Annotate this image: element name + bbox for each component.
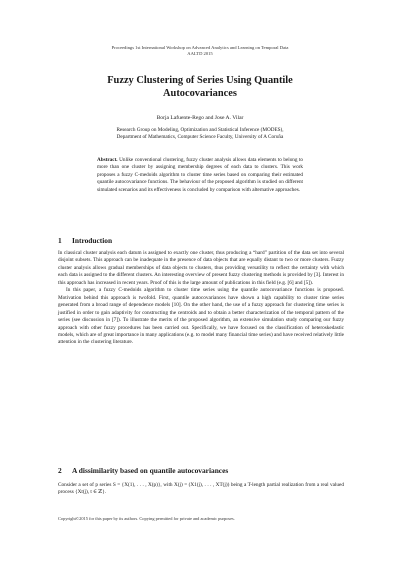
section-heading-introduction <box>58 236 348 245</box>
proceedings-header <box>40 45 360 57</box>
abstract-label: Abstract. <box>97 157 118 163</box>
section-title: Introduction <box>72 236 113 245</box>
abstract <box>97 157 303 194</box>
introduction-paragraph-1: In classical cluster analysis each datum is assigned to exactly one cluster, thus producing a “hard” partition of the data set into several disjoint subsets. This approach can be inadequate in the presence of data objects that are equally distant to two or more clusters. Fuzzy cluster analysis allows gradual memberships of data objects to clusters, thus providing versatility to reflect the certainty with which each data is assigned to the different clusters. An interesting overview of present fuzzy clustering methods is provided by [3]. Interest in this approach has increased in recent years. Proof of this is the large amount of publications in this field (e.g. [6] and [5]). <box>58 250 344 286</box>
section-heading-dissimilarity <box>58 466 348 475</box>
section-number: 2 <box>58 466 62 475</box>
proceedings-line-1: Proceedings 1st International Workshop on Advanced Analytics and Learning on Temporal Data <box>111 45 289 50</box>
introduction-body <box>58 250 344 347</box>
section-number: 1 <box>58 236 62 245</box>
proceedings-line-2: AALTD 2015 <box>187 51 213 56</box>
dissimilarity-body <box>58 482 344 497</box>
authors: Borja Lafuente-Rego and Jose A. Vilar <box>156 115 244 121</box>
paper-title <box>40 74 360 100</box>
abstract-text: Unlike conventional clustering, fuzzy cluster analysis allows data elements to belong to more than one cluster by assigning membership degrees of each data to clusters. This work proposes a fuzzy C-medoids algorithm to cluster time series based on comparing their estimated quantile autocovariance functions. The behaviour of the proposed algorithm is studied on different simulated scenarios and its effectiveness is concluded by comparison with alternative approaches. <box>97 157 304 193</box>
affiliation-line-2: Department of Mathematics, Computer Science Faculty, University of A Coruña <box>116 134 284 140</box>
affiliation <box>40 127 360 141</box>
affiliation-line-1: Research Group on Modeling, Optimization and Statistical Inference (MODES), <box>116 127 284 133</box>
introduction-paragraph-2: In this paper, a fuzzy C-medoids algorithm to cluster time series using the quantile autocovariance functions is proposed. Motivation behind this approach is twofold. First, quantile autocovariances have shown a high capability to cluster time series generated from a broad range of dependence models [10]. On the other hand, the use of a fuzzy approach for clustering time series is justified in order to gain adaptivity for constructing the centroids and to obtain a better characterization of the temporal pattern of the series (see discussion in [7]). To illustrate the merits of the proposed algorithm, an extensive simulation study comparing our fuzzy approach with other fuzzy procedures has been carried out. Specifically, we have focused on the classification of heteroskedastic models, which are of great importance in many applications (e.g. to model many financial time series) and have received relatively little attention in the clustering literature. <box>58 287 344 346</box>
copyright-footnote: Copyright©2015 for this paper by its authors. Copying permitted for private and academic purposes. <box>58 516 235 521</box>
section-title: A dissimilarity based on quantile autocovariances <box>72 466 229 475</box>
title-line-2: Autocovariances <box>163 88 237 99</box>
dissimilarity-paragraph-1: Consider a set of p series S = {X(1), . . . , X(p)}, with X(j) = (X1(j), . . . , XT(j)) being a T-length partial realization from a real valued process {Xt(j), t ∈ ℤ}. <box>58 482 344 496</box>
title-line-1: Fuzzy Clustering of Series Using Quantile <box>107 75 293 86</box>
